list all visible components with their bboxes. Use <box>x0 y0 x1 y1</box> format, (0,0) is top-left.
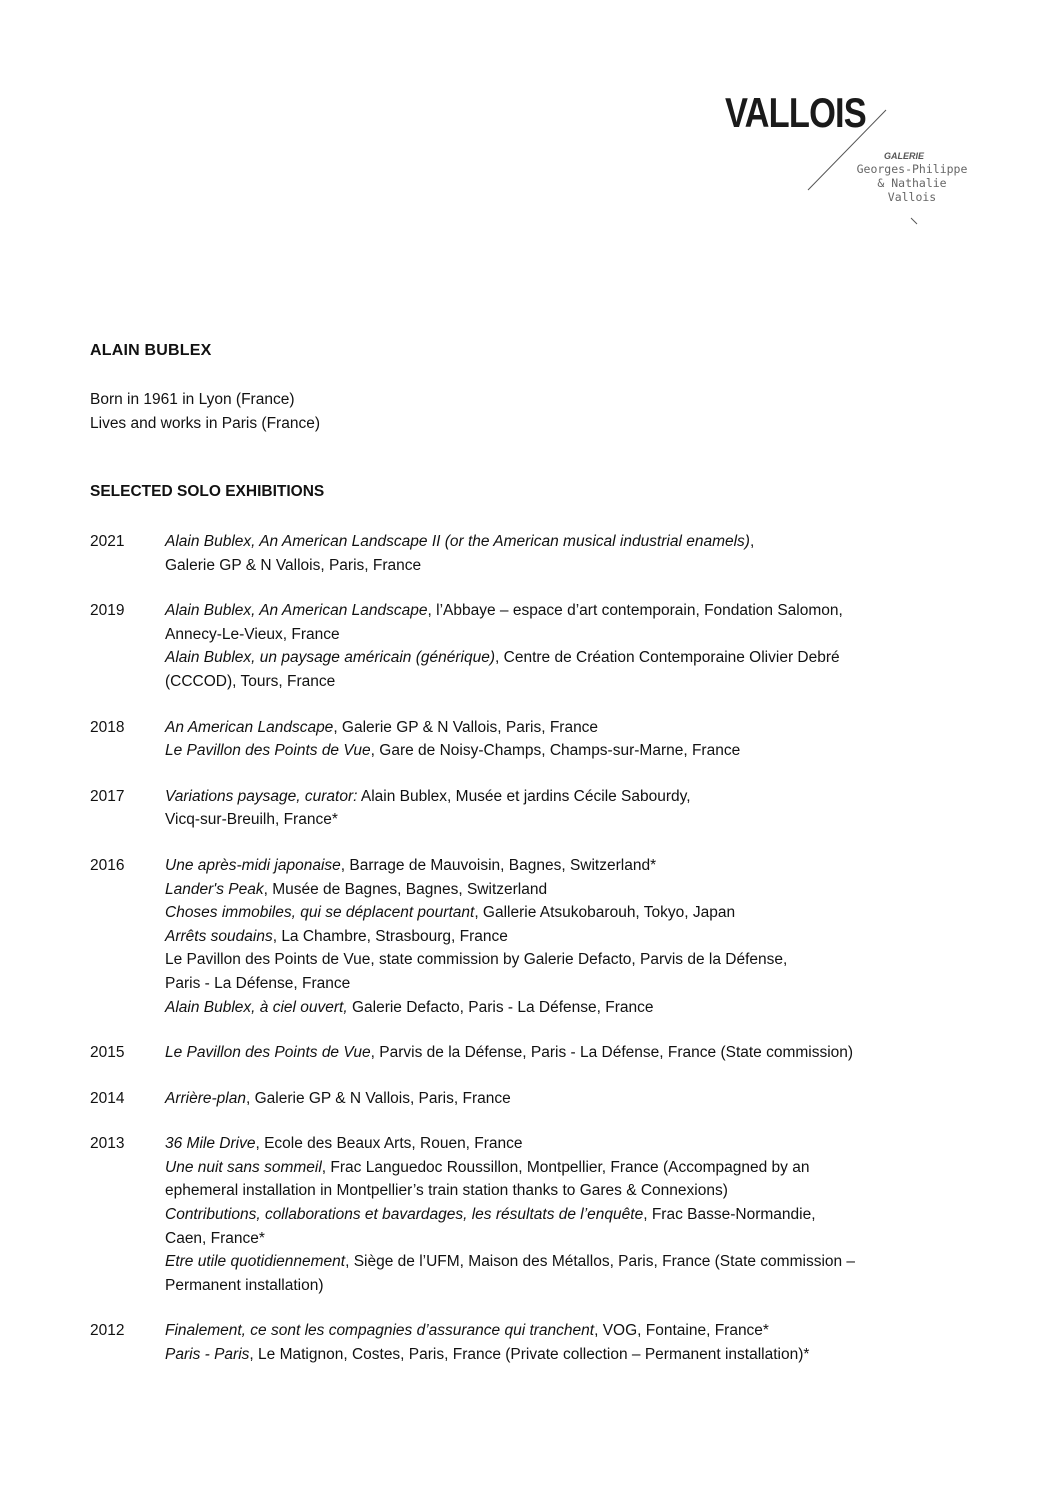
exhibition-year: 2019 <box>90 602 125 620</box>
exhibition-line <box>165 1156 990 1180</box>
exhibition-year-block <box>90 599 990 693</box>
exhibition-detail-segment: Le Pavillon des Points de Vue, state commission by Galerie Defacto, Parvis de la Défense, <box>165 951 788 969</box>
exhibition-title-segment: Finalement, ce sont les compagnies d’assurance qui tranchent <box>165 1322 595 1340</box>
logo-name-line: Vallois <box>887 190 937 204</box>
artist-bio <box>90 388 320 436</box>
exhibition-line <box>165 1343 990 1367</box>
exhibition-list <box>90 530 990 1389</box>
exhibition-line <box>165 901 990 925</box>
exhibition-line <box>165 1227 990 1251</box>
exhibition-detail-segment: , Galerie GP & N Vallois, Paris, France <box>333 718 599 736</box>
exhibition-detail-segment: , Barrage de Mauvoisin, Bagnes, Switzerland* <box>340 856 657 874</box>
exhibition-title-segment: Variations paysage, curator: <box>165 787 358 805</box>
exhibition-line <box>165 854 990 878</box>
exhibition-year-block <box>90 1319 990 1366</box>
exhibition-line <box>165 1274 990 1298</box>
exhibition-year-block <box>90 1132 990 1297</box>
exhibition-line <box>165 530 990 554</box>
exhibition-year-block <box>90 854 990 1019</box>
exhibition-line <box>165 996 990 1020</box>
exhibition-detail-segment: Paris - La Défense, France <box>165 974 351 992</box>
logo-galerie-label: GALERIE <box>884 151 925 161</box>
exhibition-line <box>165 670 990 694</box>
exhibition-detail-segment: , Parvis de la Défense, Paris - La Défense, France (State commission) <box>370 1044 854 1062</box>
exhibition-year-block <box>90 785 990 832</box>
exhibition-line <box>165 1087 990 1111</box>
exhibition-line <box>165 1132 990 1156</box>
exhibition-line <box>165 1179 990 1203</box>
exhibition-line <box>165 599 990 623</box>
exhibition-title-segment: Le Pavillon des Points de Vue <box>165 742 371 760</box>
exhibition-line <box>165 739 990 763</box>
exhibition-line <box>165 623 990 647</box>
exhibition-line <box>165 1203 990 1227</box>
section-title: SELECTED SOLO EXHIBITIONS <box>90 483 325 500</box>
artist-residence: Lives and works in Paris (France) <box>90 415 320 432</box>
exhibition-title-segment: Une après-midi japonaise <box>165 856 341 874</box>
exhibition-title-segment: Paris - Paris <box>165 1346 250 1364</box>
exhibition-title-segment: Etre utile quotidiennement <box>165 1253 346 1271</box>
logo-name-line: & Nathalie <box>877 176 947 190</box>
exhibition-title-segment: Choses immobiles, qui se déplacent pourtant <box>165 904 475 922</box>
exhibition-line <box>165 808 990 832</box>
exhibition-detail-segment: , La Chambre, Strasbourg, France <box>272 927 508 945</box>
exhibition-detail-segment: Annecy-Le-Vieux, France <box>165 625 340 643</box>
exhibition-entries <box>165 785 990 832</box>
exhibition-detail-segment: , <box>749 533 755 550</box>
exhibition-line <box>165 716 990 740</box>
exhibition-year: 2018 <box>90 718 125 736</box>
exhibition-title-segment: Arrière-plan <box>165 1089 246 1107</box>
exhibition-year: 2014 <box>90 1089 125 1107</box>
exhibition-line <box>165 554 990 578</box>
exhibition-title-segment: Une nuit sans sommeil <box>165 1158 322 1176</box>
exhibition-entries <box>165 716 990 763</box>
exhibition-entries <box>165 1132 990 1297</box>
exhibition-line <box>165 1319 990 1343</box>
exhibition-detail-segment: , Galerie GP & N Vallois, Paris, France <box>245 1089 511 1107</box>
exhibition-line <box>165 1041 990 1065</box>
exhibition-year-block <box>90 1041 990 1065</box>
exhibition-year: 2015 <box>90 1044 125 1062</box>
artist-name: ALAIN BUBLEX <box>90 342 212 359</box>
exhibition-entries <box>165 1319 990 1366</box>
exhibition-line <box>165 785 990 809</box>
exhibition-line <box>165 925 990 949</box>
exhibition-detail-segment: Caen, France* <box>165 1229 265 1247</box>
exhibition-year-block <box>90 530 990 577</box>
exhibition-line <box>165 948 990 972</box>
exhibition-detail-segment: , Musée de Bagnes, Bagnes, Switzerland <box>263 880 548 898</box>
exhibition-year-block <box>90 1087 990 1111</box>
exhibition-entries <box>165 1087 990 1111</box>
artist-birth: Born in 1961 in Lyon (France) <box>90 391 295 408</box>
exhibition-year: 2016 <box>90 856 125 874</box>
exhibition-detail-segment: Permanent installation) <box>165 1276 324 1294</box>
exhibition-year: 2017 <box>90 787 125 805</box>
exhibition-detail-segment: Alain Bublex, Musée et jardins Cécile Sabourdy, <box>357 787 691 805</box>
exhibition-detail-segment: , l’Abbaye – espace d’art contemporain, Fondation Salomon, <box>427 602 843 620</box>
exhibition-title-segment: Contributions, collaborations et bavardages, les résultats de l’enquête <box>165 1206 644 1224</box>
exhibition-line <box>165 972 990 996</box>
exhibition-title-segment: Lander's Peak <box>165 880 264 898</box>
exhibition-entries <box>165 1041 990 1065</box>
exhibition-title-segment: 36 Mile Drive <box>165 1135 256 1153</box>
exhibition-line <box>165 646 990 670</box>
exhibition-detail-segment: , Gare de Noisy-Champs, Champs-sur-Marne, France <box>370 742 741 760</box>
exhibition-detail-segment: Galerie Defacto, Paris - La Défense, France <box>347 998 654 1016</box>
exhibition-line <box>165 1250 990 1274</box>
exhibition-title-segment: Alain Bublex, un paysage américain (générique) <box>165 649 496 667</box>
exhibition-detail-segment: , Frac Languedoc Roussillon, Montpellier, France (Accompagned by an <box>321 1158 810 1176</box>
exhibition-detail-segment: Vicq-sur-Breuilh, France* <box>165 811 338 829</box>
exhibition-detail-segment: , Frac Basse-Normandie, <box>643 1206 816 1224</box>
exhibition-year: 2013 <box>90 1135 125 1153</box>
logo-name-line: Georges-Philippe <box>856 162 968 176</box>
exhibition-detail-segment: , Siège de l’UFM, Maison des Métallos, Paris, France (State commission – <box>345 1253 856 1271</box>
exhibition-entries <box>165 599 990 693</box>
exhibition-title-segment: Alain Bublex, An American Landscape <box>165 602 428 620</box>
logo-gallery-names <box>852 162 972 204</box>
gallery-logo-wordmark: VALLOIS <box>725 89 866 136</box>
exhibition-title-segment: Alain Bublex, An American Landscape II (or the American musical industrial enamels) <box>165 533 750 550</box>
exhibition-detail-segment: , Ecole des Beaux Arts, Rouen, France <box>255 1135 523 1153</box>
exhibition-detail-segment: , Le Matignon, Costes, Paris, France (Private collection – Permanent installation)* <box>249 1346 810 1364</box>
exhibition-year: 2021 <box>90 533 125 550</box>
exhibition-detail-segment: Galerie GP & N Vallois, Paris, France <box>165 556 422 574</box>
exhibition-title-segment: Le Pavillon des Points de Vue <box>165 1044 371 1062</box>
exhibition-title-segment: Arrêts soudains <box>165 927 273 945</box>
exhibition-detail-segment: ephemeral installation in Montpellier’s train station thanks to Gares & Connexions) <box>165 1182 728 1200</box>
exhibition-year-block <box>90 716 990 763</box>
exhibition-detail-segment: (CCCOD), Tours, France <box>165 672 336 690</box>
exhibition-detail-segment: , Gallerie Atsukobarouh, Tokyo, Japan <box>474 904 736 922</box>
exhibition-title-segment: Alain Bublex, à ciel ouvert, <box>165 998 348 1016</box>
exhibition-year: 2012 <box>90 1322 125 1340</box>
exhibition-detail-segment: , Centre de Création Contemporaine Olivier Debré <box>495 649 840 667</box>
exhibition-title-segment: An American Landscape <box>165 718 334 736</box>
exhibition-detail-segment: , VOG, Fontaine, France* <box>594 1322 769 1340</box>
exhibition-line <box>165 878 990 902</box>
exhibition-entries <box>165 854 990 1019</box>
exhibition-entries <box>165 530 990 577</box>
